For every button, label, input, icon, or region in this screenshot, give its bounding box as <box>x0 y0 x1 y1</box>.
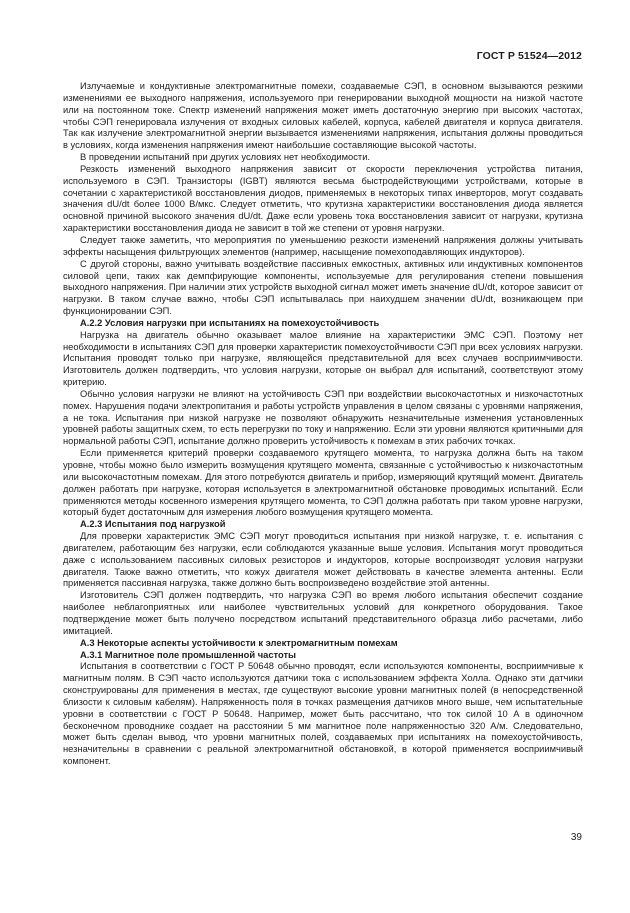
section-heading-a-3-1: А.3.1 Магнитное поле промышленной частоты <box>80 649 297 660</box>
body-paragraph: Резкость изменений выходного напряжения зависит от скорости переключения устройства питания, используемого в СЭП. Транзисторы (IGBT) являются весьма быстродействующими устройствами, которые в сочетании с характеристикой восстановления диодов, применяемых в некоторых типах инверторов, могут создавать значения dU/dt более 1000 В/мкс. Следует отметить, что крутизна характеристики восстановления диода является основной причиной высокого значения dU/dt. Даже если уровень тока восстановления зависит от нагрузки, крутизна характеристики восстановления диода не зависит в той же степени от уровня нагрузки. <box>63 163 583 234</box>
section-heading-a-2-3: А.2.3 Испытания под нагрузкой <box>80 519 226 530</box>
body-paragraph: Испытания в соответствии с ГОСТ Р 50648 обычно проводят, если используются компоненты, восприимчивые к магнитным полям. В СЭП часто используются датчики тока с использованием эффекта Холла. Однако эти датчики сконструированы для применения в местах, где существуют высокие уровни магнитных полей (в непосредственной близости к силовым кабелям). Напряженность поля в точках размещения датчиков много выше, чем испытательные уровни в соответствии с ГОСТ Р 50648. Например, может быть рассчитано, что ток силой 10 А в одиночном бесконечном проводнике создает на расстоянии 5 мм магнитное поле напряженностью 320 А/м. Следовательно, может быть сделан вывод, что уровни магнитных полей, создаваемых при испытаниях на помехоустойчивость, незначительны в сравнении с реальной электромагнитной обстановкой, в которой применяется восприимчивый компонент. <box>63 661 583 767</box>
body-paragraph: Изготовитель СЭП должен подтвердить, что нагрузка СЭП во время любого испытания обеспечит создание наиболее неблагоприятных или наиболее чувствительных условий для конкретного оборудования. Такое подтверждение может быть получено посредством испытаний представительного образца либо расчетами, либо имитацией. <box>63 590 583 636</box>
body-paragraph: Нагрузка на двигатель обычно оказывает малое влияние на характеристики ЭМС СЭП. Поэтому нет необходимости в испытаниях СЭП для проверки характеристик помехоустойчивости СЭП при всех условиях нагрузки. Испытания проводят только при нагрузке, являющейся представительной для всех случаев восприимчивости. Изготовитель должен подтвердить, что условия нагрузки, которые он выбрал для испытаний, соответствуют этому критерию. <box>63 329 583 388</box>
section-heading-a-3: А.3 Некоторые аспекты устойчивости к электромагнитным помехам <box>80 637 398 648</box>
body-paragraph: Обычно условия нагрузки не влияют на устойчивость СЭП при воздействии высокочастотных и низкочастотных помех. Нарушения подачи электропитания и работы устройств управления в целом связаны с уровнями напряжения, а не тока. Испытания при низкой нагрузке не позволяют обнаружить незначительные изменения установленных уровней работы защитных схем, то есть перегрузки по току и напряжению. Если эти уровни являются критичными для нормальной работы СЭП, испытание должно проверить устойчивость к помехам в этих рабочих точках. <box>63 388 583 447</box>
body-paragraph: Если применяется критерий проверки создаваемого крутящего момента, то нагрузка должна быть на таком уровне, чтобы можно было измерить возмущения крутящего момента, связанные с устойчивостью к низкочастотным или высокочастотным помехам. Для этого потребуются двигатель и прибор, измеряющий крутящий момент. Двигатель должен работать при нагрузке, которая используется в электромагнитной обстановке проводимых испытаний. Если применяются методы косвенного измерения крутящего момента, то СЭП должна работать при таком уровне нагрузки, который будет достаточным для измерения любого возмущения крутящего момента. <box>63 448 583 518</box>
body-paragraph: С другой стороны, важно учитывать воздействие пассивных емкостных, активных или индуктивных компонентов силовой цепи, таких как демпфирующие компоненты, используемые для регулирования степени повышения выходного напряжения. При наличии этих устройств выходной сигнал может иметь значение dU/dt, которое зависит от нагрузки. В таком случае важно, чтобы СЭП испытывалась при наихудшем значении dU/dt, возникающем при функционировании СЭП. <box>63 258 583 317</box>
standard-header: ГОСТ Р 51524—2012 <box>476 50 582 62</box>
body-paragraph: Следует также заметить, что мероприятия по уменьшению резкости изменений напряжения должны учитывать эффекты насыщения фильтрующих элементов (например, насыщение помехоподавляющих индукторов). <box>63 234 583 257</box>
document-body <box>63 81 583 768</box>
body-paragraph: Для проверки характеристик ЭМС СЭП могут проводиться испытания при низкой нагрузке, т. е. испытания с двигателем, работающим без нагрузки, если соблюдаются указанные выше условия. Испытания могут проводиться даже с использованием пассивных силовых резисторов и индукторов, которые воспроизводят условия нагрузки двигателя. Также важно отметить, что кожух двигателя может действовать в качестве элемента антенны. Если применяется пассивная нагрузка, также должно быть воспроизведено воздействие этой антенны. <box>63 531 583 589</box>
body-paragraph: В проведении испытаний при других условиях нет необходимости. <box>80 152 371 163</box>
section-heading-a-2-2: А.2.2 Условия нагрузки при испытаниях на помехоустойчивость <box>80 317 380 328</box>
body-paragraph: Излучаемые и кондуктивные электромагнитные помехи, создаваемые СЭП, в основном вызываются резкими изменениями ее выходного напряжения, используемого при генерировании выходной мощности на низкой частоте или на постоянном токе. Спектр изменений напряжения может иметь достаточную энергию при высоких частотах, чтобы СЭП генерировала излучения от входных силовых кабелей, корпуса, кабелей двигателя и корпуса двигателя. Так как излучение электромагнитной энергии вызывается изменениями напряжения, испытания должны проводиться в условиях, когда изменения напряжения имеют наибольшие составляющие высокой частоты. <box>63 81 583 151</box>
page-number: 39 <box>570 832 582 843</box>
